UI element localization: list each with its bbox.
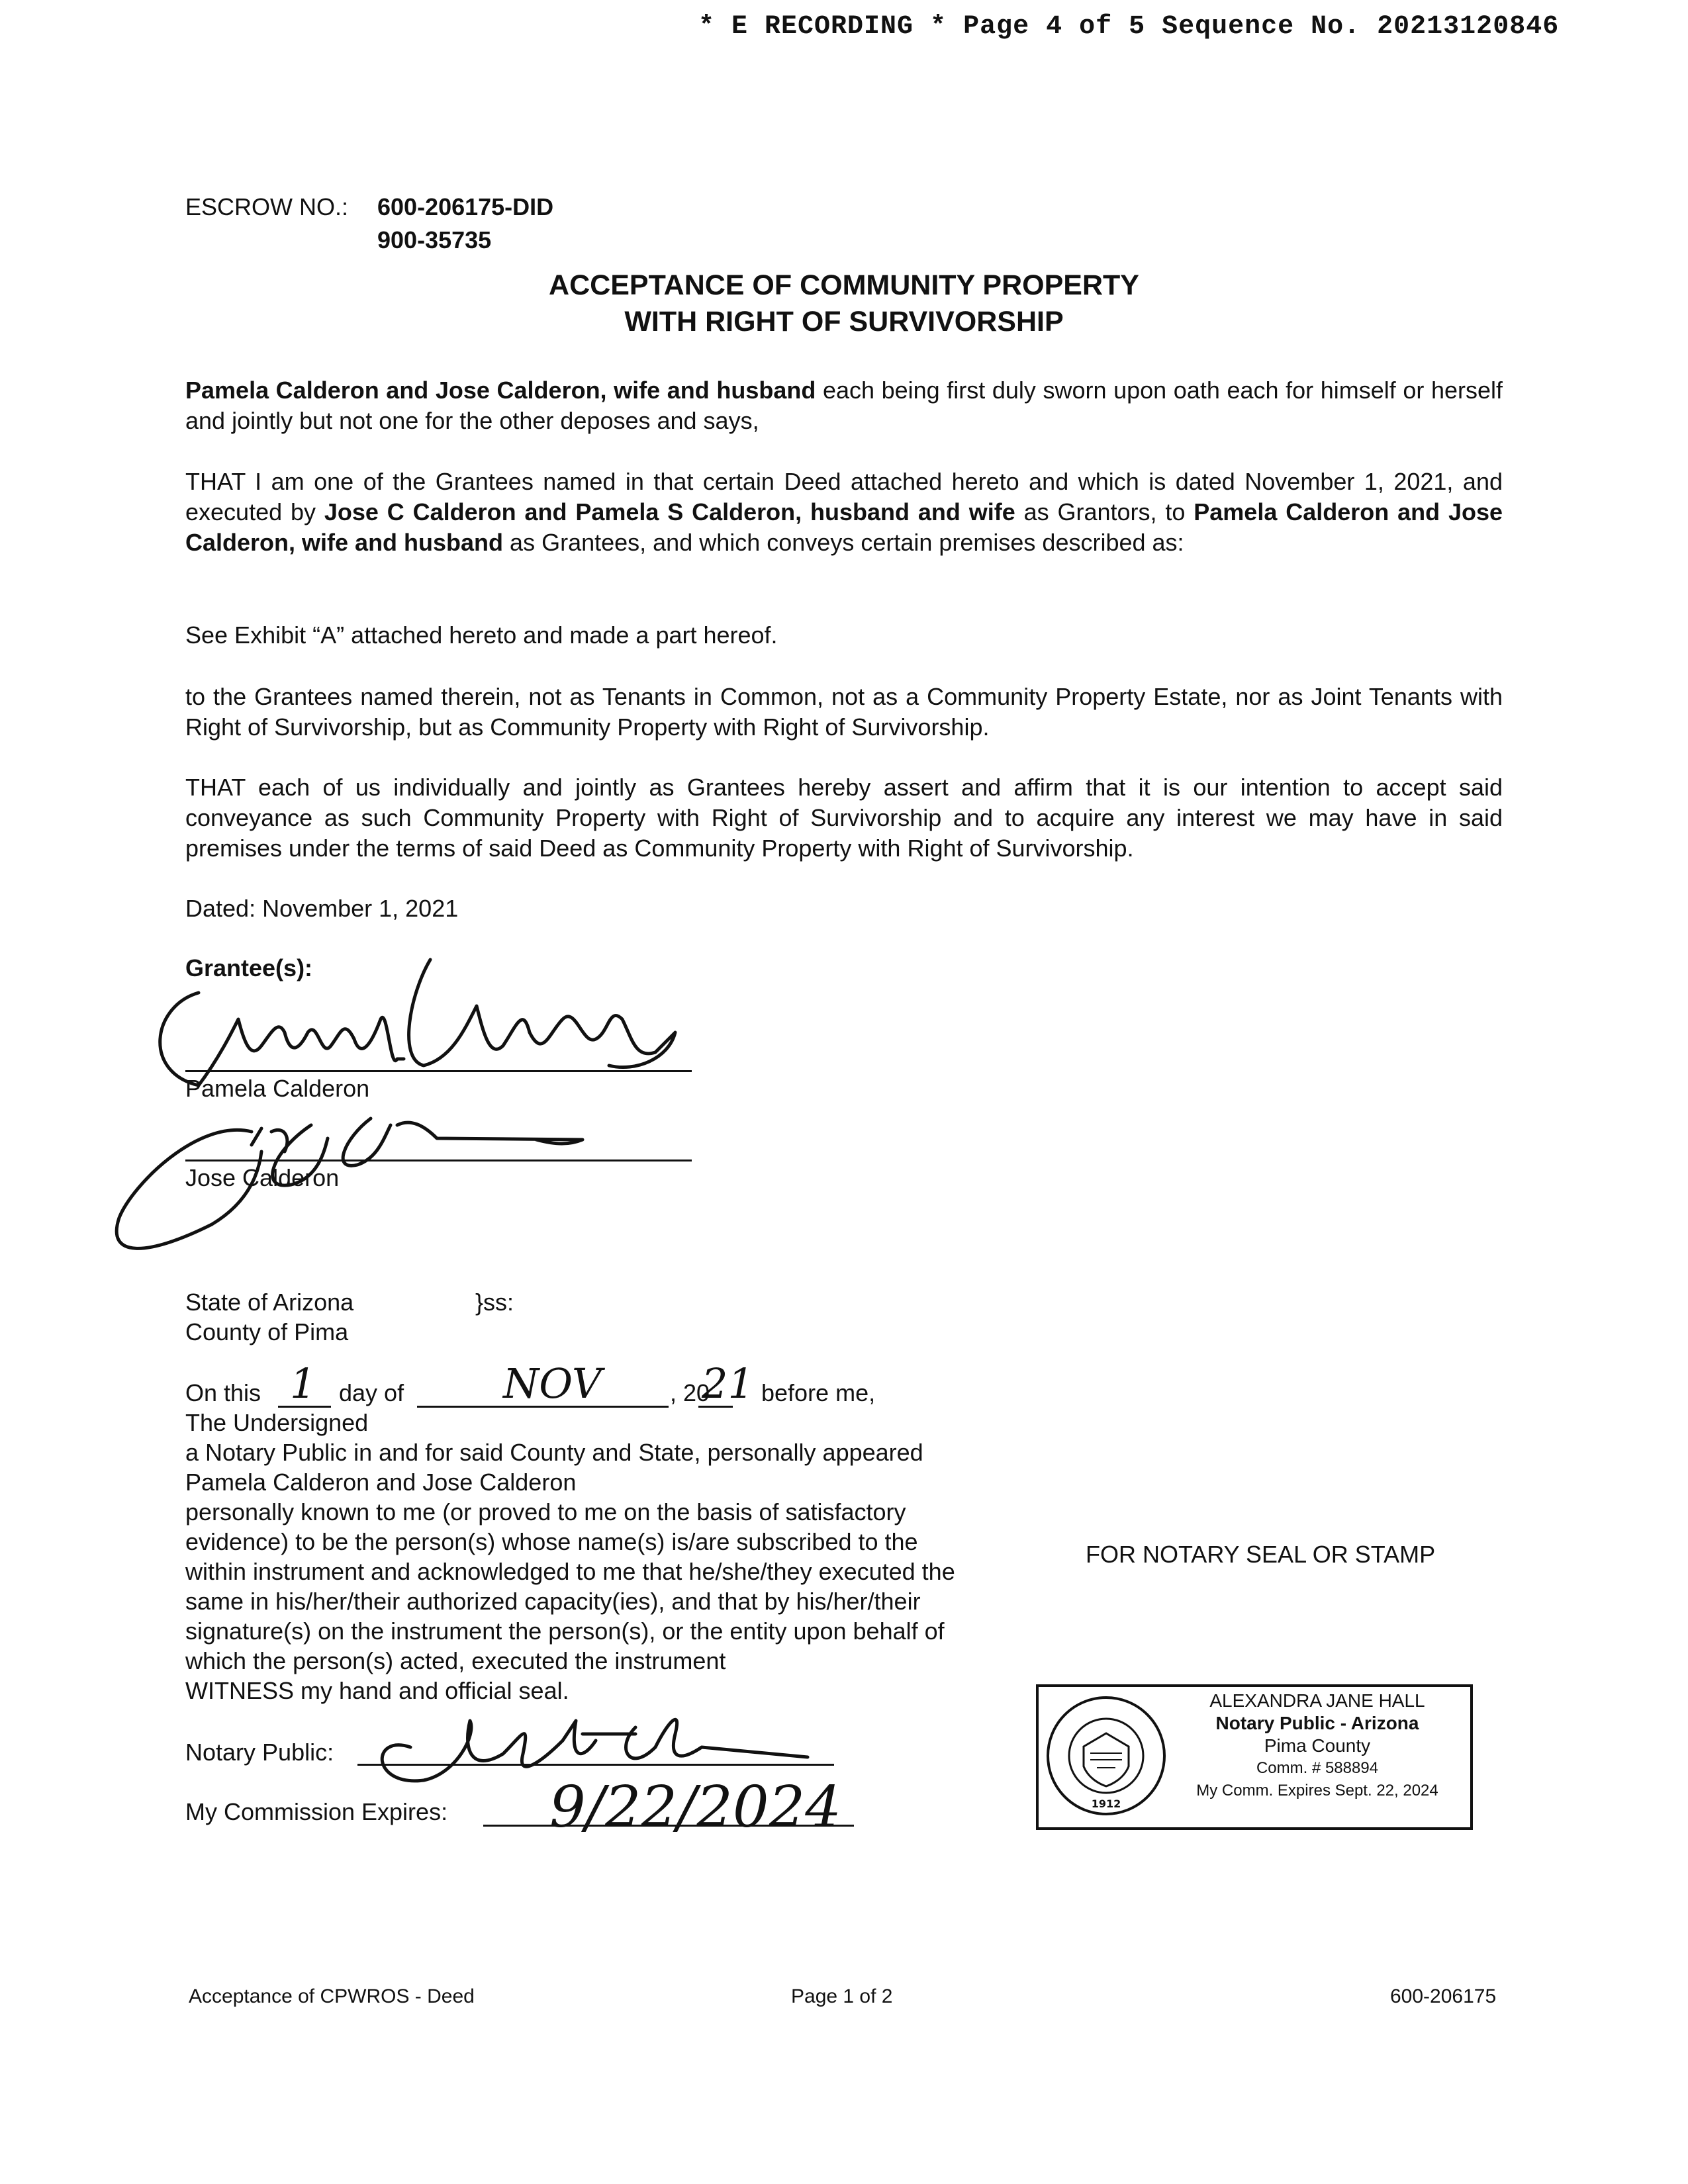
ack-line: Pamela Calderon and Jose Calderon: [185, 1469, 577, 1496]
great-seal-of-arizona: [1044, 1694, 1168, 1818]
notary-signature: [382, 1719, 808, 1781]
escrow-number-2: 900-35735: [377, 226, 492, 253]
deed-text-c: as Grantors, to: [1015, 498, 1194, 525]
deed-text-e: as Grantees, and which conveys certain premises described as:: [503, 529, 1184, 556]
venue-county: County of Pima: [185, 1318, 349, 1345]
ack-line: within instrument and acknowledged to me that he/she/they executed the: [185, 1558, 955, 1585]
notary-stamp-text: [1168, 1690, 1466, 1802]
notary-name: ALEXANDRA JANE HALL: [1209, 1690, 1425, 1711]
notary-public-label: Notary Public:: [185, 1739, 334, 1766]
pamela-signature: [160, 960, 675, 1085]
grantees-names: Pamela Calderon and Jose Calderon, wife and husband: [185, 498, 1503, 556]
recording-header: * E RECORDING * Page 4 of 5 Sequence No. 20213120846: [698, 12, 1560, 42]
footer-document-name: Acceptance of CPWROS - Deed: [189, 1985, 475, 2007]
exhibit-reference: See Exhibit “A” attached hereto and made a part hereof.: [185, 621, 778, 649]
grantee-name-pamela: Pamela Calderon: [185, 1075, 370, 1102]
grantees-heading: Grantee(s):: [185, 954, 313, 981]
footer-file-number: 600-206175: [1390, 1985, 1497, 2007]
month-blank-line: [417, 1406, 669, 1408]
ack-line: personally known to me (or proved to me on the basis of satisfactory: [185, 1498, 906, 1525]
dated-line: Dated: November 1, 2021: [185, 895, 459, 922]
affiants-names: Pamela Calderon and Jose Calderon, wife and husband: [185, 377, 816, 404]
grantors-names: Jose C Calderon and Pamela S Calderon, husband and wife: [324, 498, 1015, 525]
notary-seal-label: FOR NOTARY SEAL OR STAMP: [1086, 1541, 1436, 1568]
ack-line: WITNESS my hand and official seal.: [185, 1677, 569, 1704]
footer-page-number: Page 1 of 2: [791, 1985, 893, 2007]
notary-signature-line: [357, 1764, 834, 1766]
notary-comm-expires: My Comm. Expires Sept. 22, 2024: [1196, 1782, 1438, 1799]
document-title-line-1: ACCEPTANCE OF COMMUNITY PROPERTY: [549, 269, 1139, 301]
escrow-number-1: 600-206175-DID: [377, 193, 554, 220]
affidavit-intro-text: each being first duly sworn upon oath each for himself or herself and jointly but not one for the other deposes and says,: [185, 377, 1503, 434]
deed-text-a: THAT I am one of the Grantees named in that certain Deed attached hereto and which is dated November 1, 2021, and executed by: [185, 468, 1503, 525]
jose-signature: [117, 1118, 583, 1248]
escrow-label: ESCROW NO.:: [185, 193, 349, 220]
undersigned-label: The Undersigned: [185, 1409, 369, 1436]
handwritten-month: NOV: [503, 1359, 602, 1408]
document-title-line-2: WITH RIGHT OF SURVIVORSHIP: [624, 306, 1064, 338]
handwritten-day: 1: [290, 1359, 316, 1408]
commission-expires-line: [483, 1825, 854, 1827]
grantee-name-jose: Jose Calderon: [185, 1164, 340, 1191]
venue-state: State of Arizona: [185, 1289, 354, 1316]
year-prefix: , 20: [670, 1379, 710, 1406]
ack-line: which the person(s) acted, executed the instrument: [185, 1647, 726, 1674]
notary-stamp: [1036, 1684, 1473, 1830]
ack-line: same in his/her/their authorized capacity(ies), and that by his/her/their: [185, 1588, 921, 1615]
year-blank-line: [698, 1406, 733, 1408]
tenancy-paragraph: to the Grantees named therein, not as Tenants in Common, not as a Community Property Estate, nor as Joint Tenants with Right of Survivorship, but as Community Property with Right of Survivorship.: [185, 683, 1503, 741]
handwritten-year: 21: [702, 1359, 754, 1408]
commission-expires-label: My Commission Expires:: [185, 1798, 448, 1825]
ack-line: signature(s) on the instrument the person(s), or the entity upon behalf of: [185, 1617, 945, 1645]
notary-county: Pima County: [1264, 1735, 1371, 1756]
ack-line: a Notary Public in and for said County and State, personally appeared: [185, 1439, 923, 1466]
before-me-label: before me,: [761, 1379, 876, 1406]
notary-comm-number: Comm. # 588894: [1256, 1759, 1379, 1777]
ack-line: evidence) to be the person(s) whose name(s) is/are subscribed to the: [185, 1528, 918, 1555]
seal-year: 1912: [1091, 1797, 1121, 1810]
venue-ss: }ss:: [475, 1289, 514, 1316]
day-of-label: day of: [339, 1379, 404, 1406]
affirmation-paragraph: THAT each of us individually and jointly as Grantees hereby assert and affirm that it is our intention to accept said conveyance as such Community Property with Right of Survivorship and to acquire any interest we may have in said premises under the terms of said Deed as Community Property with Right of Survivorship.: [185, 774, 1503, 862]
notary-title: Notary Public - Arizona: [1215, 1713, 1419, 1733]
handwritten-expiration: 9/22/2024: [549, 1774, 841, 1841]
on-this-label: On this: [185, 1379, 261, 1406]
